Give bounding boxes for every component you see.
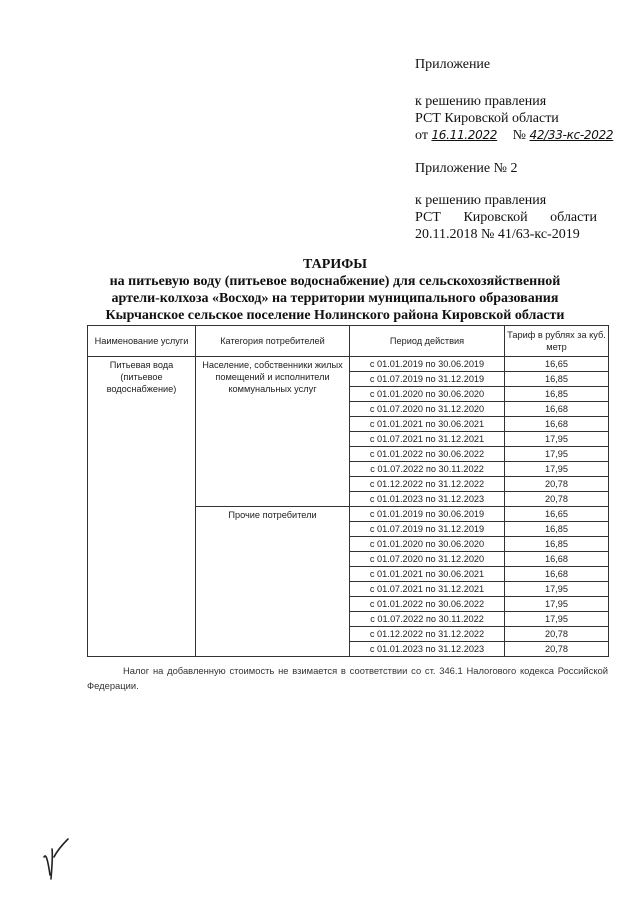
handwritten-number: 42/33-кс-2022 [529,128,614,142]
handwritten-date: 16.11.2022 [431,128,498,142]
period-cell: с 01.01.2023 по 31.12.2023 [350,642,505,657]
period-cell: с 01.07.2020 по 31.12.2020 [350,402,505,417]
period-cell: с 01.01.2020 по 30.06.2020 [350,387,505,402]
tariff-cell: 17,95 [505,462,609,477]
signature-mark [38,835,78,885]
period-cell: с 01.01.2023 по 31.12.2023 [350,492,505,507]
period-cell: с 01.12.2022 по 31.12.2022 [350,627,505,642]
header-tariff: Тариф в рублях за куб. метр [505,326,609,357]
period-cell: с 01.01.2022 по 30.06.2022 [350,447,505,462]
tariff-cell: 16,85 [505,387,609,402]
tariff-cell: 20,78 [505,492,609,507]
category-cell: Население, собственники жилых помещений и исполнители коммунальных услуг [196,357,350,507]
tariff-cell: 16,68 [505,417,609,432]
appendix2-word-3: области [550,210,597,225]
tariff-cell: 20,78 [505,477,609,492]
appendix2-word-1: РСТ [415,210,441,225]
appendix2-line-1: к решению правления [415,193,547,208]
category-cell: Прочие потребители [196,507,350,657]
appendix2-word-2: Кировской [463,210,528,225]
tariff-cell: 20,78 [505,642,609,657]
period-cell: с 01.07.2022 по 30.11.2022 [350,612,505,627]
number-label: № [512,128,527,143]
period-cell: с 01.07.2021 по 31.12.2021 [350,582,505,597]
tariff-cell: 16,85 [505,537,609,552]
appendix-date-line [415,127,613,144]
period-cell: с 01.07.2021 по 31.12.2021 [350,432,505,447]
header-period: Период действия [350,326,505,357]
period-cell: с 01.07.2019 по 31.12.2019 [350,372,505,387]
title-line-2: артели-колхоза «Восход» на территории муниципального образования [111,291,559,306]
tariff-cell: 20,78 [505,627,609,642]
from-label: от [415,128,428,143]
tariff-cell: 16,68 [505,552,609,567]
appendix2-line-2 [415,209,597,226]
title-line-1: на питьевую воду (питьевое водоснабжение) для сельскохозяйственной [109,274,561,289]
title-line-3: Кырчанское сельское поселение Нолинского района Кировской области [105,308,565,323]
header-category: Категория потребителей [196,326,350,357]
period-cell: с 01.01.2020 по 30.06.2020 [350,537,505,552]
appendix2-title: Приложение № 2 [415,161,518,176]
tariff-cell: 16,85 [505,522,609,537]
appendix-line-2: РСТ Кировской области [415,111,559,126]
period-cell: с 01.01.2019 по 30.06.2019 [350,507,505,522]
header-service: Наименование услуги [88,326,196,357]
period-cell: с 01.07.2020 по 31.12.2020 [350,552,505,567]
tariff-cell: 16,68 [505,402,609,417]
table-row [88,357,609,372]
tariff-cell: 16,65 [505,507,609,522]
tariff-cell: 16,65 [505,357,609,372]
period-cell: с 01.07.2022 по 30.11.2022 [350,462,505,477]
period-cell: с 01.12.2022 по 31.12.2022 [350,477,505,492]
tariff-table [87,325,609,657]
appendix2-line-3: 20.11.2018 № 41/63-кс-2019 [415,227,580,242]
tariff-cell: 16,68 [505,567,609,582]
period-cell: с 01.01.2019 по 30.06.2019 [350,357,505,372]
table-header-row [88,326,609,357]
period-cell: с 01.07.2019 по 31.12.2019 [350,522,505,537]
service-name-cell: Питьевая вода (питьевое водоснабжение) [88,357,196,657]
tariff-cell: 17,95 [505,447,609,462]
tariff-cell: 16,85 [505,372,609,387]
appendix-line-1: к решению правления [415,94,547,109]
appendix-title: Приложение [415,57,491,72]
period-cell: с 01.01.2021 по 30.06.2021 [350,567,505,582]
vat-note: Налог на добавленную стоимость не взимается в соответствии со ст. 346.1 Налогового кодекса Российской Федерации. [87,665,608,691]
period-cell: с 01.01.2021 по 30.06.2021 [350,417,505,432]
document-title: ТАРИФЫ [303,257,367,272]
tariff-cell: 17,95 [505,432,609,447]
table-body [88,357,609,657]
tariff-cell: 17,95 [505,582,609,597]
tariff-cell: 17,95 [505,612,609,627]
tariff-cell: 17,95 [505,597,609,612]
period-cell: с 01.01.2022 по 30.06.2022 [350,597,505,612]
